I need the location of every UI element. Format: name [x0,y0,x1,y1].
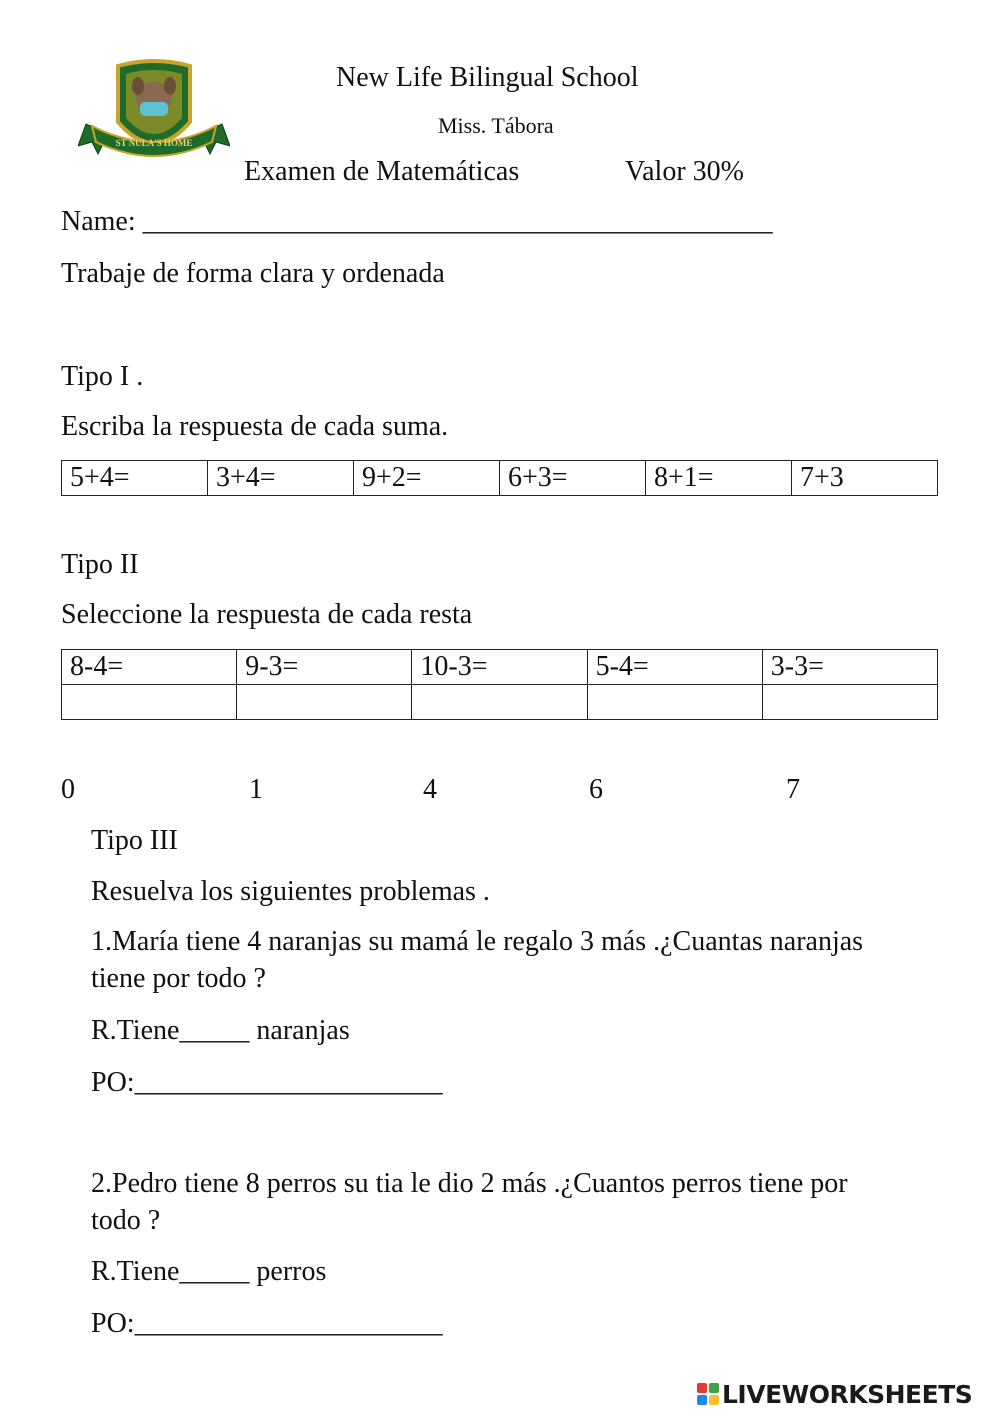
tipo1-cell[interactable]: 6+3= [500,461,646,496]
table-row [62,685,938,720]
name-label: Name: [61,206,143,237]
answer-option[interactable]: 7 [786,774,800,805]
exam-title: Examen de Matemáticas [244,156,520,187]
problem-2-line2: todo ? [91,1205,161,1236]
school-name: New Life Bilingual School [336,62,639,93]
tipo1-prompt: Escriba la respuesta de cada suma. [61,411,449,442]
tipo1-cell[interactable]: 7+3 [792,461,938,496]
tipo2-answer-cell[interactable] [62,685,237,720]
tipo2-answer-cell[interactable] [762,685,937,720]
tipo3-prompt: Resuelva los siguientes problemas . [91,876,490,907]
tipo2-answer-cell[interactable] [412,685,587,720]
problem-2-po[interactable]: PO:______________________ [91,1308,443,1339]
tipo2-header-cell: 10-3= [412,650,587,685]
tipo2-answer-cell[interactable] [587,685,762,720]
table-row [62,461,938,496]
name-line [61,206,773,238]
liveworksheets-logo-icon [697,1383,719,1405]
problem-1-line2: tiene por todo ? [91,963,266,994]
tipo1-cell[interactable]: 3+4= [208,461,354,496]
tipo1-cell[interactable]: 5+4= [62,461,208,496]
instructions: Trabaje de forma clara y ordenada [61,258,445,289]
problem-2-line1: 2.Pedro tiene 8 perros su tia le dio 2 más .¿Cuantos perros tiene por [91,1168,848,1199]
tipo2-header-cell: 8-4= [62,650,237,685]
table-row [62,650,938,685]
tipo2-prompt: Seleccione la respuesta de cada resta [61,599,473,630]
exam-value: Valor 30% [625,156,744,187]
answer-option[interactable]: 0 [61,774,75,805]
tipo1-cell[interactable]: 8+1= [646,461,792,496]
teacher-name: Miss. Tábora [438,113,554,138]
tipo3-title: Tipo III [91,825,178,856]
brand-wordmark: LIVEWORKSHEETS [722,1379,973,1409]
tipo2-header-cell: 9-3= [237,650,412,685]
answer-option[interactable]: 4 [423,774,437,805]
tipo2-header-cell: 5-4= [587,650,762,685]
answer-option[interactable]: 1 [249,774,263,805]
tipo1-table [61,460,938,496]
answer-option[interactable]: 6 [589,774,603,805]
problem-1-answer[interactable]: R.Tiene_____ naranjas [91,1015,350,1046]
name-blank[interactable]: _____________________________________________ [142,206,773,237]
liveworksheets-brand [697,1378,972,1410]
tipo2-answer-cell[interactable] [237,685,412,720]
problem-1-line1: 1.María tiene 4 naranjas su mamá le regalo 3 más .¿Cuantas naranjas [91,926,864,957]
tipo2-header-cell: 3-3= [762,650,937,685]
tipo2-table [61,649,938,720]
tipo2-title: Tipo II [61,549,139,580]
school-crest-logo [78,58,230,174]
tipo1-title: Tipo I . [61,361,144,392]
tipo1-cell[interactable]: 9+2= [354,461,500,496]
problem-2-answer[interactable]: R.Tiene_____ perros [91,1256,327,1287]
crest-banner-text: ST NULA'S HOME [115,138,193,148]
problem-1-po[interactable]: PO:______________________ [91,1067,443,1098]
